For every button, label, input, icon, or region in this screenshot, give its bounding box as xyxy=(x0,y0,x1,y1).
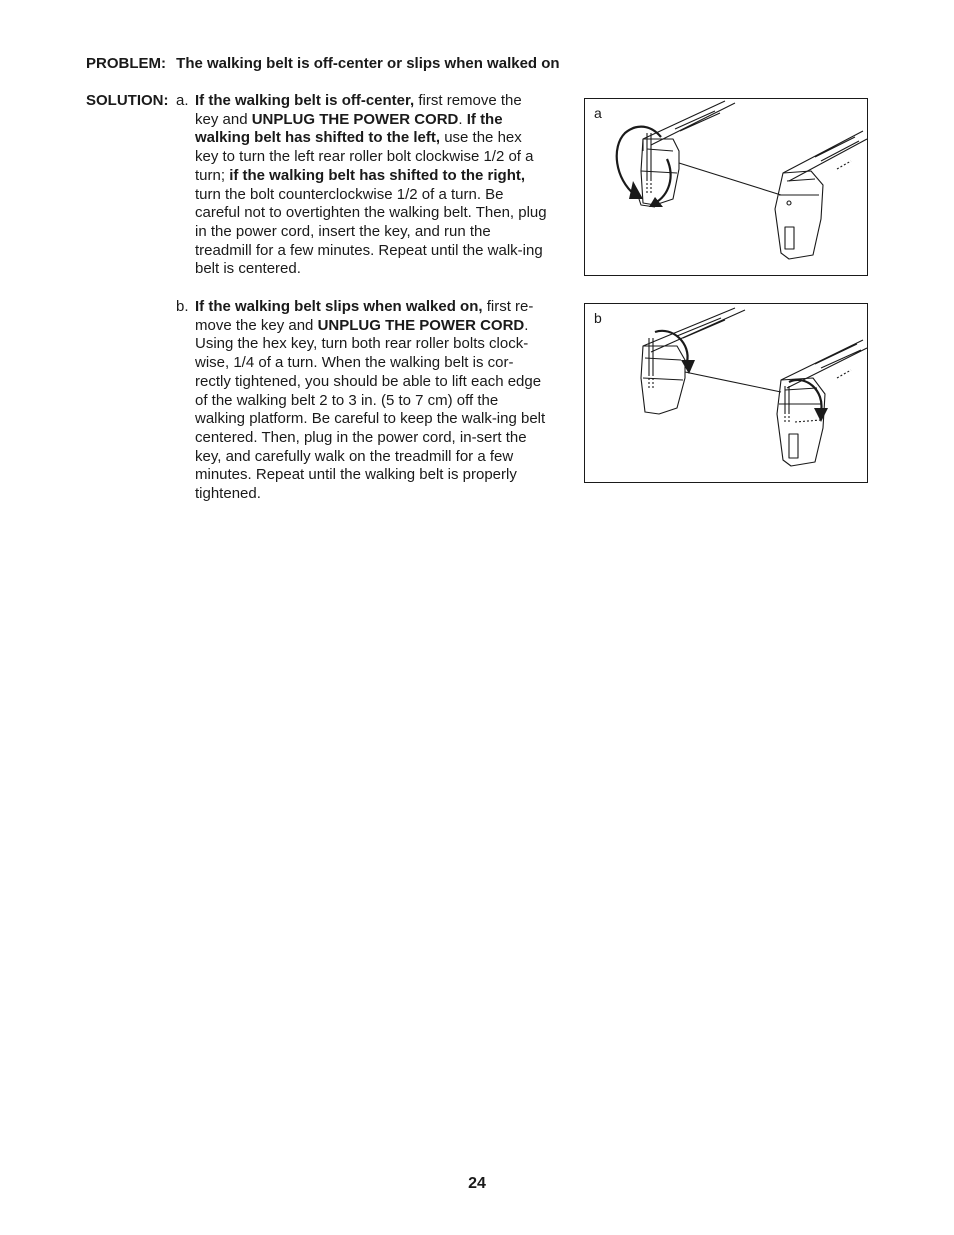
step-b-text xyxy=(195,298,547,504)
page-number: 24 xyxy=(468,1175,486,1192)
step-b-segment: first re-move the key and xyxy=(195,298,534,334)
figure-b-illustration xyxy=(585,304,869,484)
step-a-segment: first remove the key and xyxy=(195,92,522,128)
step-a-segment: use the hex key to turn the left rear roller bolt clockwise 1/2 of a turn; xyxy=(195,129,534,184)
figure-b-label: b xyxy=(594,310,602,326)
step-b-segment: UNPLUG THE POWER CORD xyxy=(317,316,525,334)
figure-b xyxy=(584,303,868,483)
problem-heading xyxy=(86,55,560,73)
step-a-segment: UNPLUG THE POWER CORD xyxy=(251,110,459,128)
step-a-segment: turn the bolt counterclockwise 1/2 of a turn. Be careful not to overtighten the walking belt. Then, plug in the power cord, insert the key, and run the treadmill for a few minutes. Repeat until the walk-ing belt is centered. xyxy=(195,185,547,278)
step-b-segment: . Using the hex key, turn both rear roller bolts clock-wise, 1/4 of a turn. When the walking belt is cor-rectly tightened, you should be able to lift each edge of the walking belt 2 to 3 in. (5 to 7 cm) off the walking platform. Be careful to keep the walk-ing belt centered. Then, plug in the power cord, in-sert the key, and carefully walk on the treadmill for a few minutes. Repeat until the walking belt is properly tightened. xyxy=(195,316,546,503)
figure-a-label: a xyxy=(594,105,602,121)
problem-text: The walking belt is off-center or slips when walked on xyxy=(176,55,560,72)
step-a-segment: If the walking belt is off-center, xyxy=(195,92,415,109)
step-a-segment: if the walking belt has shifted to the right, xyxy=(229,166,526,184)
figure-a xyxy=(584,98,868,276)
step-a-segment: If the walking belt has shifted to the left, xyxy=(195,110,503,147)
problem-label: PROBLEM: xyxy=(86,55,166,72)
step-a-text xyxy=(195,92,547,279)
step-a-segment: . xyxy=(458,110,467,128)
step-b-segment: If the walking belt slips when walked on, xyxy=(195,298,483,315)
figure-a-illustration xyxy=(585,99,869,277)
solution-label: SOLUTION: xyxy=(86,92,169,109)
step-b-letter: b. xyxy=(176,298,189,315)
step-a-letter: a. xyxy=(176,92,189,109)
